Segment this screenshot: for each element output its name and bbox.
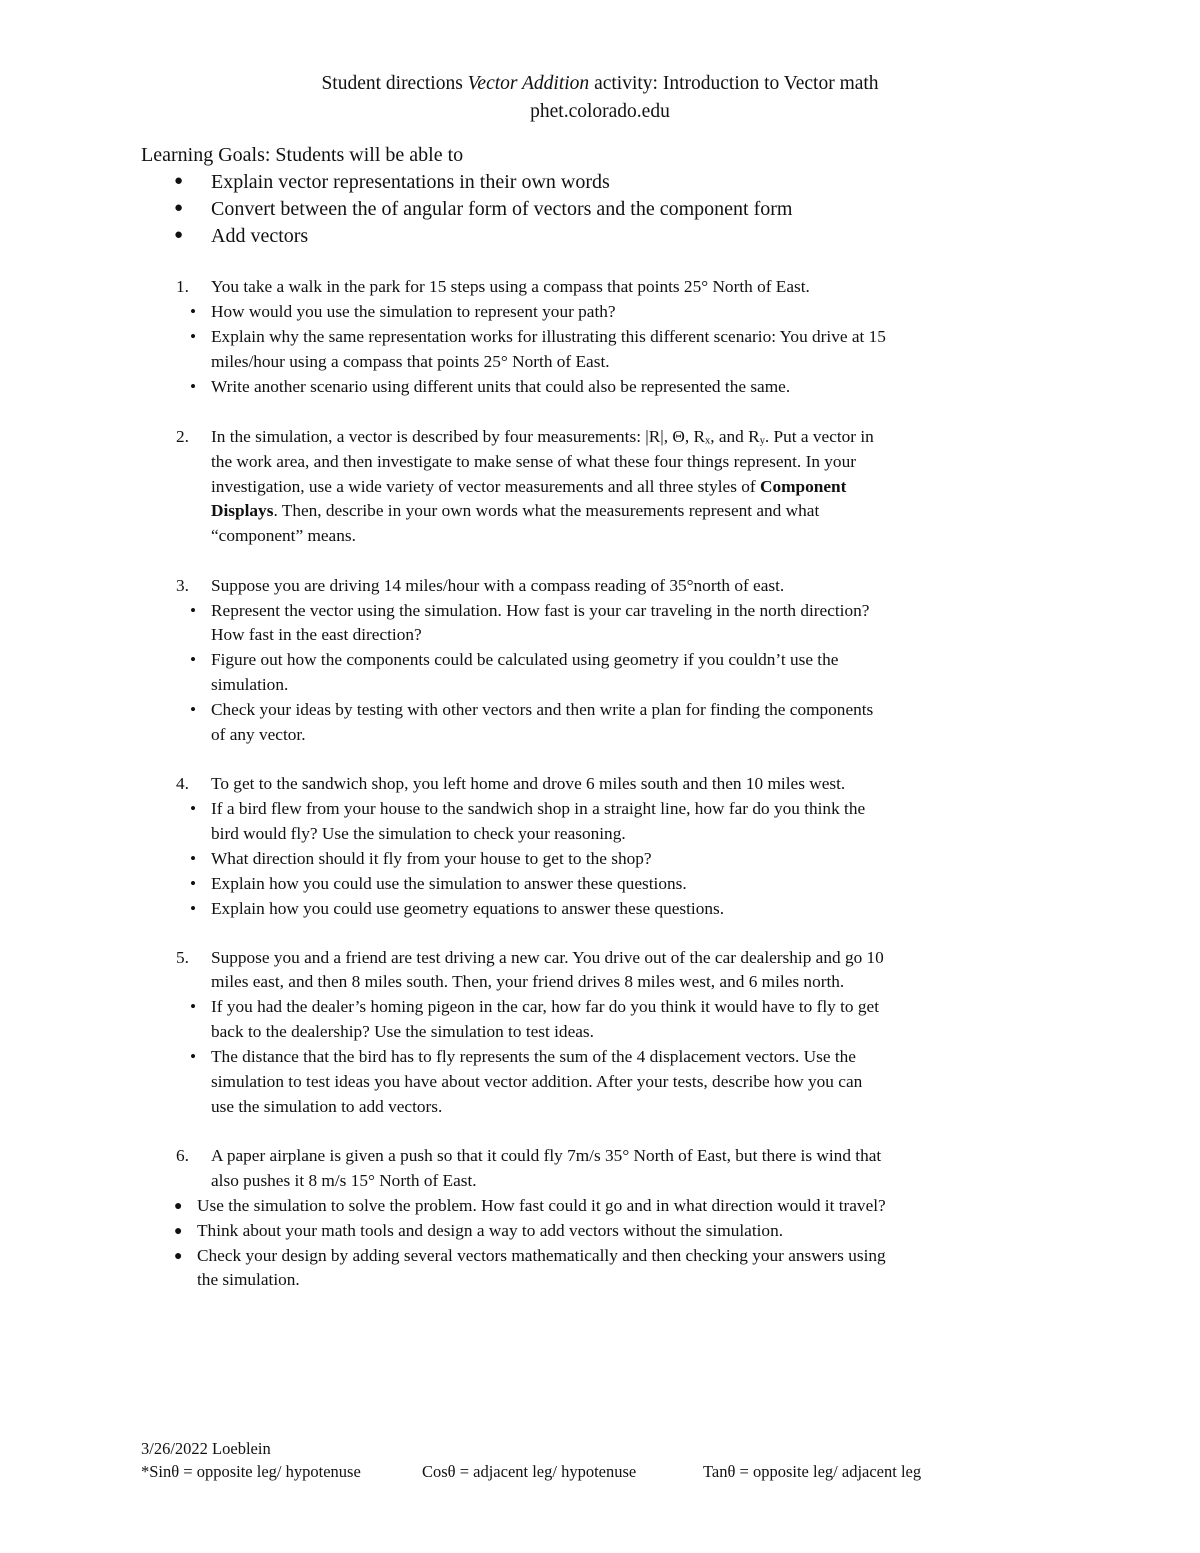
bullet-icon: •: [190, 997, 197, 1016]
question-text: the work area, and then investigate to make sense of what these four things represent. In your: [211, 452, 856, 471]
question-bullet: Check your ideas by testing with other vectors and then write a plan for finding the components: [211, 700, 874, 719]
question-number: 4.: [176, 774, 189, 793]
question-bullet: Figure out how the components could be calculated using geometry if you couldn’t use the: [211, 650, 839, 669]
question-text: also pushes it 8 m/s 15° North of East.: [211, 1171, 477, 1190]
question-bullet: Explain why the same representation works for illustrating this different scenario: You drive at 15: [211, 327, 886, 346]
question-text: To get to the sandwich shop, you left home and drove 6 miles south and then 10 miles west.: [211, 774, 846, 793]
question-bullet: Represent the vector using the simulation. How fast is your car traveling in the north direction?: [211, 601, 870, 620]
learning-goals-heading: Learning Goals: Students will be able to: [141, 144, 464, 166]
question-number: 2.: [176, 427, 189, 446]
bullet-icon: •: [190, 650, 197, 669]
question-bullet: What direction should it fly from your house to get to the shop?: [211, 849, 652, 868]
question-number: 5.: [176, 948, 189, 967]
question-bullet-cont: the simulation.: [197, 1270, 300, 1289]
bullet-icon: ●: [174, 227, 184, 243]
footer-cos-formula: Cosθ = adjacent leg/ hypotenuse: [422, 1462, 637, 1481]
question-bullet: If a bird flew from your house to the sandwich shop in a straight line, how far do you think the: [211, 799, 866, 818]
question-text: You take a walk in the park for 15 steps using a compass that points 25° North of East.: [211, 277, 810, 296]
activity-name: Vector Addition: [467, 73, 590, 94]
question-bullet: Explain how you could use the simulation to answer these questions.: [211, 874, 687, 893]
bullet-icon: ●: [174, 1249, 183, 1264]
bullet-icon: •: [190, 849, 197, 868]
question-bullet-cont: back to the dealership? Use the simulation to test ideas.: [211, 1022, 594, 1041]
question-number: 3.: [176, 576, 189, 595]
goal-item: Convert between the of angular form of vectors and the component form: [211, 198, 793, 220]
bullet-icon: •: [190, 899, 197, 918]
bullet-icon: •: [190, 302, 197, 321]
question-bullet: Check your design by adding several vectors mathematically and then checking your answers using: [197, 1246, 886, 1265]
question-text: Suppose you are driving 14 miles/hour with a compass reading of 35°north of east.: [211, 576, 785, 595]
bullet-icon: ●: [174, 1224, 183, 1239]
bullet-icon: •: [190, 377, 197, 396]
goal-item: Explain vector representations in their own words: [211, 171, 610, 193]
site-url: phet.colorado.edu: [530, 101, 670, 122]
question-bullet: The distance that the bird has to fly represents the sum of the 4 displacement vectors. Use the: [211, 1047, 856, 1066]
document-title: Student directions Vector Addition activity: Introduction to Vector math: [321, 73, 879, 94]
bullet-icon: •: [190, 700, 197, 719]
question-text: miles east, and then 8 miles south. Then, your friend drives 8 miles west, and 6 miles north.: [211, 972, 845, 991]
bullet-icon: •: [190, 799, 197, 818]
question-bullet-cont: bird would fly? Use the simulation to check your reasoning.: [211, 824, 626, 843]
question-number: 6.: [176, 1146, 189, 1165]
question-text: Displays. Then, describe in your own words what the measurements represent and what: [211, 501, 820, 520]
goal-item: Add vectors: [211, 225, 309, 247]
bullet-icon: ●: [174, 1199, 183, 1214]
bullet-icon: ●: [174, 200, 184, 216]
question-bullet: Write another scenario using different units that could also be represented the same.: [211, 377, 791, 396]
bullet-icon: •: [190, 1047, 197, 1066]
bullet-icon: •: [190, 327, 197, 346]
question-text: A paper airplane is given a push so that it could fly 7m/s 35° North of East, but there is wind that: [211, 1146, 882, 1165]
question-bullet-cont: use the simulation to add vectors.: [211, 1097, 443, 1116]
footer-tan-formula: Tanθ = opposite leg/ adjacent leg: [703, 1462, 922, 1481]
question-text: In the simulation, a vector is described by four measurements: |R|, Θ, $R_x$, and $R_y$. Put a vector in: [211, 427, 874, 447]
bullet-icon: •: [190, 601, 197, 620]
question-bullet-cont: miles/hour using a compass that points 25° North of East.: [211, 352, 610, 371]
question-bullet-cont: of any vector.: [211, 725, 306, 744]
question-bullet-cont: simulation.: [211, 675, 289, 694]
question-text: Suppose you and a friend are test driving a new car. You drive out of the car dealership and go 10: [211, 948, 884, 967]
question-number: 1.: [176, 277, 189, 296]
bullet-icon: ●: [174, 173, 184, 189]
question-bullet: If you had the dealer’s homing pigeon in the car, how far do you think it would have to fly to get: [211, 997, 880, 1016]
question-text: “component” means.: [211, 526, 356, 545]
question-bullet: Think about your math tools and design a way to add vectors without the simulation.: [197, 1221, 784, 1240]
question-bullet-cont: simulation to test ideas you have about vector addition. After your tests, describe how you can: [211, 1072, 863, 1091]
footer-date-author: 3/26/2022 Loeblein: [141, 1439, 271, 1458]
question-bullet: Use the simulation to solve the problem. How fast could it go and in what direction would it travel?: [197, 1196, 886, 1215]
question-bullet-cont: How fast in the east direction?: [211, 625, 422, 644]
footer-sin-formula: *Sinθ = opposite leg/ hypotenuse: [141, 1462, 361, 1481]
question-text: investigation, use a wide variety of vector measurements and all three styles of Component: [211, 477, 847, 496]
bullet-icon: •: [190, 874, 197, 893]
question-bullet: Explain how you could use geometry equations to answer these questions.: [211, 899, 725, 918]
question-bullet: How would you use the simulation to represent your path?: [211, 302, 616, 321]
